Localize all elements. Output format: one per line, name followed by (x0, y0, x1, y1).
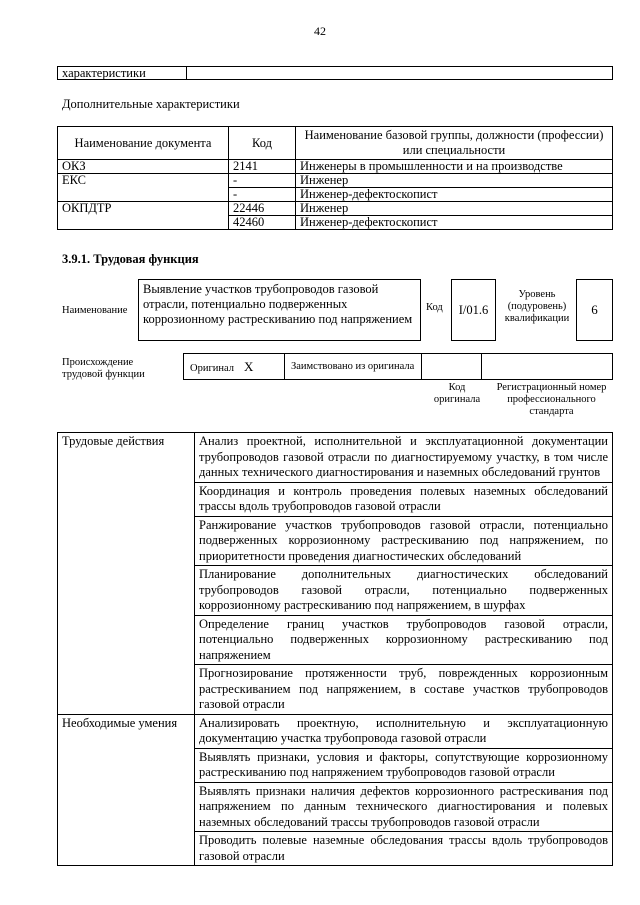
header-document: Наименование документа (58, 127, 229, 160)
origin-table (183, 353, 613, 380)
list-item: Выявлять признаки наличия дефектов коррозионного растрескивания под напряжением по данным технического диагностирования и полевых наземных обследований трассы трубопроводов газовой отрасли (195, 782, 613, 832)
additional-characteristics-title: Дополнительные характеристики (62, 97, 240, 111)
function-name-box: Выявление участков трубопроводов газовой отрасли, потенциально подверженных коррозионному растрескиванию под напряжением (138, 279, 421, 341)
function-code-label: Код (426, 302, 443, 313)
list-item: Координация и контроль проведения полевых наземных обследований трассы вдоль трубопроводов газовой отрасли (195, 482, 613, 516)
top-strip-table (57, 66, 613, 80)
section-title: 3.9.1. Трудовая функция (62, 252, 199, 266)
origin-original-cell (184, 354, 285, 380)
cell-document: ОКЗ (58, 160, 229, 174)
list-item: Анализировать проектную, исполнительную и эксплуатационную документацию участка трубопровода газовой отрасли (195, 714, 613, 748)
code-original-caption: Код оригинала (433, 382, 481, 405)
category-labor-actions: Трудовые действия (58, 433, 195, 715)
table-row (58, 433, 613, 483)
cell-code: 22446 (229, 202, 296, 216)
cell-code: - (229, 188, 296, 202)
origin-code-cell (422, 354, 482, 380)
cell-document: ОКПДТР (58, 202, 229, 230)
cell-code: 2141 (229, 160, 296, 174)
function-name-label: Наименование (62, 305, 128, 316)
top-strip-label: характеристики (58, 67, 187, 80)
additional-characteristics-table (57, 126, 613, 230)
top-strip-empty-cell (187, 67, 613, 80)
list-item: Проводить полевые наземные обследования трассы вдоль трубопроводов газовой отрасли (195, 832, 613, 866)
list-item: Планирование дополнительных диагностических обследований трубопроводов газовой отрасли, потенциально подверженных коррозионному растрескиванию под напряжением, в шурфах (195, 566, 613, 616)
header-group-name: Наименование базовой группы, должности (профессии) или специальности (296, 127, 613, 160)
cell-code: 42460 (229, 216, 296, 230)
page-number: 42 (314, 24, 326, 38)
cell-name: Инженеры в промышленности и на производстве (296, 160, 613, 174)
cell-name: Инженер (296, 202, 613, 216)
header-code: Код (229, 127, 296, 160)
list-item: Определение границ участков трубопроводов газовой отрасли, потенциально подверженных коррозионному растрескиванию под напряжением (195, 615, 613, 665)
category-required-skills: Необходимые умения (58, 714, 195, 866)
list-item: Прогнозирование протяженности труб, поврежденных коррозионным растрескиванием под напряжением, в составе участков трубопроводов газовой отрасли (195, 665, 613, 715)
qualification-level-box: 6 (576, 279, 613, 341)
origin-original-label: Оригинал (190, 362, 234, 374)
cell-name: Инженер-дефектоскопист (296, 188, 613, 202)
function-code-box: I/01.6 (451, 279, 496, 341)
origin-title: Происхождение трудовой функции (62, 357, 145, 380)
table-row (58, 174, 613, 188)
origin-original-mark: X (244, 358, 254, 374)
qualification-level-label: Уровень (подуровень) квалификации (504, 289, 570, 324)
list-item: Ранжирование участков трубопроводов газовой отрасли, потенциально подверженных коррозионному растрескиванию под напряжением, по приоритетности проведения диагностических обследований (195, 516, 613, 566)
table-row (58, 714, 613, 748)
labor-function-table (57, 432, 613, 866)
origin-borrowed-label: Заимствовано из оригинала (285, 354, 422, 380)
table-header-row (58, 127, 613, 160)
table-row (58, 160, 613, 174)
cell-code: - (229, 174, 296, 188)
cell-document: ЕКС (58, 174, 229, 202)
list-item: Выявлять признаки, условия и факторы, сопутствующие коррозионному растрескиванию под напряжением трубопроводов газовой отрасли (195, 748, 613, 782)
table-row (58, 202, 613, 216)
origin-reg-number-cell (482, 354, 613, 380)
list-item: Анализ проектной, исполнительной и эксплуатационной документации трубопроводов газовой отрасли по диагностируемому участку, в том числе данных технического диагностирования и наземных обследований грунтов (195, 433, 613, 483)
reg-number-caption: Регистрационный номер профессионального стандарта (496, 382, 607, 417)
cell-name: Инженер-дефектоскопист (296, 216, 613, 230)
cell-name: Инженер (296, 174, 613, 188)
